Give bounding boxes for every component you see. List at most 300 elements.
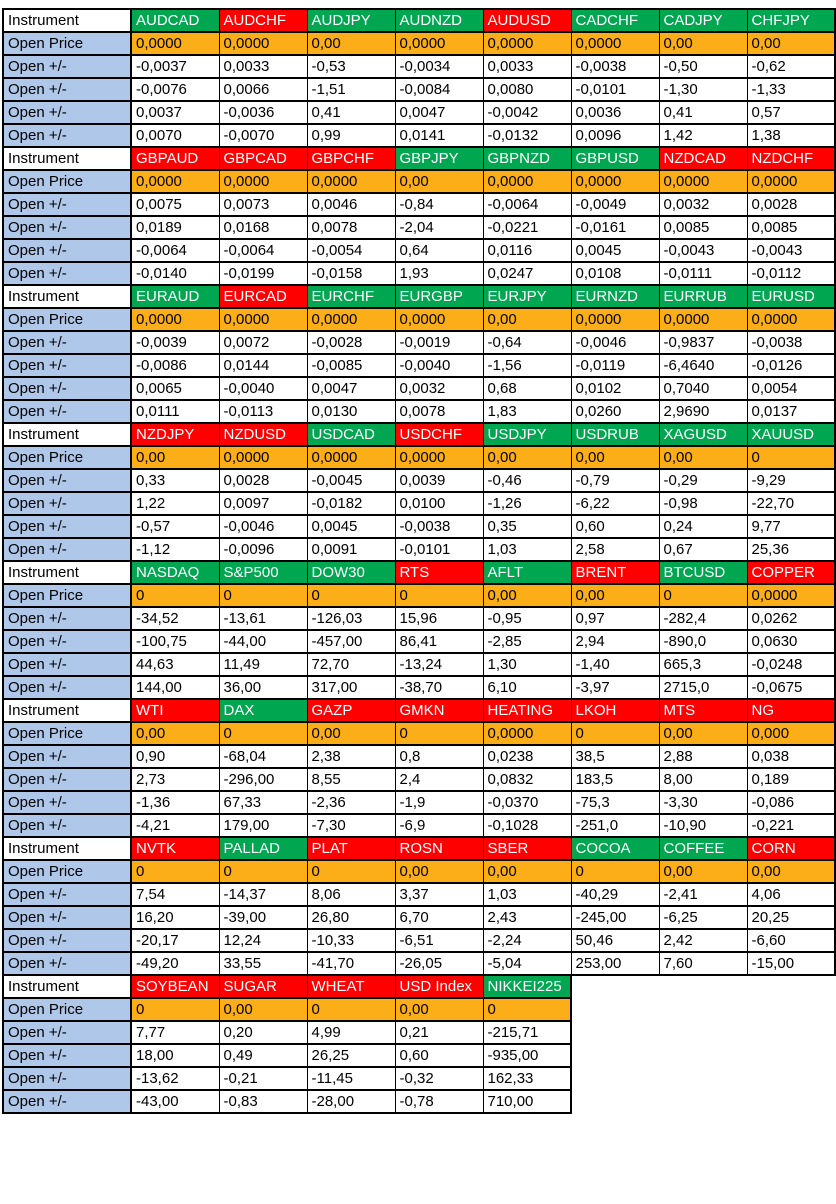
open-change-cell[interactable]: 0,97	[571, 607, 659, 630]
open-change-cell[interactable]: 0,0037	[131, 101, 219, 124]
open-price-cell[interactable]: 0,0000	[571, 32, 659, 55]
open-price-cell[interactable]: 0,00	[659, 860, 747, 883]
open-change-cell[interactable]: 0,0832	[483, 768, 571, 791]
open-price-cell[interactable]: 0,00	[747, 860, 835, 883]
open-price-cell[interactable]: 0,0000	[131, 308, 219, 331]
row-label-open-change[interactable]: Open +/-	[3, 538, 131, 561]
open-change-cell[interactable]: -0,64	[483, 331, 571, 354]
open-change-cell[interactable]: -0,0101	[571, 78, 659, 101]
instrument-name-cell[interactable]: CADCHF	[571, 9, 659, 32]
open-change-cell[interactable]: -0,0084	[395, 78, 483, 101]
instrument-name-cell[interactable]: DAX	[219, 699, 307, 722]
open-change-cell[interactable]: 9,77	[747, 515, 835, 538]
instrument-name-cell[interactable]: GBPUSD	[571, 147, 659, 170]
open-change-cell[interactable]: 0,0091	[307, 538, 395, 561]
row-label-open-change[interactable]: Open +/-	[3, 814, 131, 837]
row-label-open-change[interactable]: Open +/-	[3, 469, 131, 492]
row-label-instrument[interactable]: Instrument	[3, 285, 131, 308]
row-label-open-change[interactable]: Open +/-	[3, 216, 131, 239]
instrument-name-cell[interactable]: XAUUSD	[747, 423, 835, 446]
open-change-cell[interactable]: -14,37	[219, 883, 307, 906]
open-change-cell[interactable]: -15,00	[747, 952, 835, 975]
open-change-cell[interactable]: -1,33	[747, 78, 835, 101]
open-change-cell[interactable]: 0,0141	[395, 124, 483, 147]
open-change-cell[interactable]: -7,30	[307, 814, 395, 837]
open-change-cell[interactable]: -0,53	[307, 55, 395, 78]
open-change-cell[interactable]: -0,0096	[219, 538, 307, 561]
open-price-cell[interactable]: 0,0000	[571, 308, 659, 331]
open-change-cell[interactable]: -22,70	[747, 492, 835, 515]
open-change-cell[interactable]: 0,0054	[747, 377, 835, 400]
row-label-open-change[interactable]: Open +/-	[3, 906, 131, 929]
open-change-cell[interactable]: -0,32	[395, 1067, 483, 1090]
instrument-name-cell[interactable]: SOYBEAN	[131, 975, 219, 998]
open-change-cell[interactable]: 0,0070	[131, 124, 219, 147]
row-label-instrument[interactable]: Instrument	[3, 699, 131, 722]
open-price-cell[interactable]: 0	[395, 722, 483, 745]
open-change-cell[interactable]: 6,10	[483, 676, 571, 699]
instrument-name-cell[interactable]: COFFEE	[659, 837, 747, 860]
open-price-cell[interactable]: 0,0000	[219, 170, 307, 193]
row-label-open-change[interactable]: Open +/-	[3, 400, 131, 423]
instrument-name-cell[interactable]: NZDCAD	[659, 147, 747, 170]
open-change-cell[interactable]: -2,85	[483, 630, 571, 653]
open-change-cell[interactable]: -0,57	[131, 515, 219, 538]
row-label-open-change[interactable]: Open +/-	[3, 101, 131, 124]
open-price-cell[interactable]: 0	[131, 860, 219, 883]
open-change-cell[interactable]: 0,0130	[307, 400, 395, 423]
open-change-cell[interactable]: -1,40	[571, 653, 659, 676]
instrument-name-cell[interactable]: HEATING	[483, 699, 571, 722]
row-label-open-change[interactable]: Open +/-	[3, 768, 131, 791]
open-price-cell[interactable]: 0,00	[395, 170, 483, 193]
open-change-cell[interactable]: -10,90	[659, 814, 747, 837]
open-change-cell[interactable]: -0,0049	[571, 193, 659, 216]
open-price-cell[interactable]: 0,00	[131, 446, 219, 469]
row-label-open-price[interactable]: Open Price	[3, 722, 131, 745]
open-change-cell[interactable]: 2,4	[395, 768, 483, 791]
open-change-cell[interactable]: 3,37	[395, 883, 483, 906]
open-price-cell[interactable]: 0,0000	[131, 170, 219, 193]
open-price-cell[interactable]: 0,00	[483, 446, 571, 469]
row-label-open-change[interactable]: Open +/-	[3, 262, 131, 285]
open-change-cell[interactable]: 1,38	[747, 124, 835, 147]
open-change-cell[interactable]: 0,35	[483, 515, 571, 538]
open-change-cell[interactable]: -0,0039	[131, 331, 219, 354]
open-change-cell[interactable]: 0,0065	[131, 377, 219, 400]
instrument-name-cell[interactable]: AUDNZD	[395, 9, 483, 32]
open-change-cell[interactable]: -4,21	[131, 814, 219, 837]
open-change-cell[interactable]: -0,62	[747, 55, 835, 78]
row-label-open-change[interactable]: Open +/-	[3, 124, 131, 147]
open-change-cell[interactable]: 26,25	[307, 1044, 395, 1067]
instrument-name-cell[interactable]: NZDCHF	[747, 147, 835, 170]
open-change-cell[interactable]: -0,0161	[571, 216, 659, 239]
open-price-cell[interactable]: 0,0000	[219, 308, 307, 331]
row-label-instrument[interactable]: Instrument	[3, 561, 131, 584]
open-change-cell[interactable]: -251,0	[571, 814, 659, 837]
row-label-open-change[interactable]: Open +/-	[3, 1044, 131, 1067]
row-label-open-change[interactable]: Open +/-	[3, 239, 131, 262]
open-change-cell[interactable]: -1,9	[395, 791, 483, 814]
row-label-open-change[interactable]: Open +/-	[3, 653, 131, 676]
open-change-cell[interactable]: -0,46	[483, 469, 571, 492]
row-label-open-change[interactable]: Open +/-	[3, 331, 131, 354]
open-change-cell[interactable]: -1,26	[483, 492, 571, 515]
open-price-cell[interactable]: 0	[219, 584, 307, 607]
open-change-cell[interactable]: 7,77	[131, 1021, 219, 1044]
row-label-open-price[interactable]: Open Price	[3, 860, 131, 883]
open-change-cell[interactable]: 0,20	[219, 1021, 307, 1044]
open-change-cell[interactable]: -2,24	[483, 929, 571, 952]
open-change-cell[interactable]: 1,93	[395, 262, 483, 285]
open-change-cell[interactable]: -26,05	[395, 952, 483, 975]
row-label-open-change[interactable]: Open +/-	[3, 929, 131, 952]
open-change-cell[interactable]: 0,0262	[747, 607, 835, 630]
row-label-open-change[interactable]: Open +/-	[3, 515, 131, 538]
row-label-instrument[interactable]: Instrument	[3, 147, 131, 170]
open-price-cell[interactable]: 0	[307, 584, 395, 607]
open-change-cell[interactable]: 8,06	[307, 883, 395, 906]
row-label-instrument[interactable]: Instrument	[3, 423, 131, 446]
row-label-open-change[interactable]: Open +/-	[3, 492, 131, 515]
open-change-cell[interactable]: 15,96	[395, 607, 483, 630]
instrument-name-cell[interactable]: USDCAD	[307, 423, 395, 446]
open-change-cell[interactable]: -0,0064	[219, 239, 307, 262]
instrument-name-cell[interactable]: EURJPY	[483, 285, 571, 308]
open-change-cell[interactable]: -1,36	[131, 791, 219, 814]
open-price-cell[interactable]: 0,00	[571, 446, 659, 469]
open-change-cell[interactable]: 0,0100	[395, 492, 483, 515]
instrument-name-cell[interactable]: AUDJPY	[307, 9, 395, 32]
open-change-cell[interactable]: -0,0182	[307, 492, 395, 515]
instrument-name-cell[interactable]: EURCHF	[307, 285, 395, 308]
open-change-cell[interactable]: 11,49	[219, 653, 307, 676]
open-change-cell[interactable]: -0,0054	[307, 239, 395, 262]
open-change-cell[interactable]: 38,5	[571, 745, 659, 768]
open-change-cell[interactable]: 0,0066	[219, 78, 307, 101]
open-change-cell[interactable]: -0,0132	[483, 124, 571, 147]
instrument-name-cell[interactable]: LKOH	[571, 699, 659, 722]
open-change-cell[interactable]: 0,0046	[307, 193, 395, 216]
open-change-cell[interactable]: 0,0247	[483, 262, 571, 285]
instrument-name-cell[interactable]: GBPCHF	[307, 147, 395, 170]
open-price-cell[interactable]: 0,00	[219, 998, 307, 1021]
open-change-cell[interactable]: 0,0072	[219, 331, 307, 354]
open-change-cell[interactable]: 0,0032	[659, 193, 747, 216]
open-price-cell[interactable]: 0,00	[483, 860, 571, 883]
open-change-cell[interactable]: -0,0019	[395, 331, 483, 354]
open-change-cell[interactable]: 183,5	[571, 768, 659, 791]
instrument-name-cell[interactable]: SUGAR	[219, 975, 307, 998]
instrument-name-cell[interactable]: PLAT	[307, 837, 395, 860]
instrument-name-cell[interactable]: BTCUSD	[659, 561, 747, 584]
open-price-cell[interactable]: 0	[131, 584, 219, 607]
row-label-open-change[interactable]: Open +/-	[3, 193, 131, 216]
open-change-cell[interactable]: -0,0248	[747, 653, 835, 676]
open-change-cell[interactable]: 0,60	[571, 515, 659, 538]
open-change-cell[interactable]: 0,189	[747, 768, 835, 791]
row-label-open-price[interactable]: Open Price	[3, 308, 131, 331]
open-change-cell[interactable]: -0,0112	[747, 262, 835, 285]
open-price-cell[interactable]: 0,00	[571, 584, 659, 607]
open-change-cell[interactable]: 2,38	[307, 745, 395, 768]
open-change-cell[interactable]: 0,0033	[219, 55, 307, 78]
open-change-cell[interactable]: 0,0028	[219, 469, 307, 492]
open-change-cell[interactable]: -0,0038	[747, 331, 835, 354]
open-change-cell[interactable]: 162,33	[483, 1067, 571, 1090]
row-label-open-price[interactable]: Open Price	[3, 170, 131, 193]
instrument-name-cell[interactable]: AFLT	[483, 561, 571, 584]
open-change-cell[interactable]: -0,84	[395, 193, 483, 216]
instrument-name-cell[interactable]: NG	[747, 699, 835, 722]
open-change-cell[interactable]: -0,0043	[747, 239, 835, 262]
open-change-cell[interactable]: -0,0038	[395, 515, 483, 538]
open-change-cell[interactable]: -0,1028	[483, 814, 571, 837]
open-price-cell[interactable]: 0,00	[747, 32, 835, 55]
open-change-cell[interactable]: -0,95	[483, 607, 571, 630]
open-change-cell[interactable]: 18,00	[131, 1044, 219, 1067]
instrument-name-cell[interactable]: MTS	[659, 699, 747, 722]
open-change-cell[interactable]: -6,22	[571, 492, 659, 515]
open-change-cell[interactable]: 0,24	[659, 515, 747, 538]
open-change-cell[interactable]: 317,00	[307, 676, 395, 699]
open-price-cell[interactable]: 0,00	[659, 32, 747, 55]
instrument-name-cell[interactable]: USDJPY	[483, 423, 571, 446]
open-change-cell[interactable]: 4,06	[747, 883, 835, 906]
open-price-cell[interactable]: 0	[571, 860, 659, 883]
open-change-cell[interactable]: 2,42	[659, 929, 747, 952]
row-label-open-change[interactable]: Open +/-	[3, 1090, 131, 1113]
open-change-cell[interactable]: -0,0370	[483, 791, 571, 814]
open-change-cell[interactable]: -0,0675	[747, 676, 835, 699]
instrument-name-cell[interactable]: GBPAUD	[131, 147, 219, 170]
open-change-cell[interactable]: 0,0080	[483, 78, 571, 101]
instrument-name-cell[interactable]: NIKKEI225	[483, 975, 571, 998]
open-change-cell[interactable]: -0,78	[395, 1090, 483, 1113]
open-change-cell[interactable]: 0,0168	[219, 216, 307, 239]
open-price-cell[interactable]: 0,00	[395, 998, 483, 1021]
open-change-cell[interactable]: -6,25	[659, 906, 747, 929]
open-change-cell[interactable]: -0,221	[747, 814, 835, 837]
open-price-cell[interactable]: 0,0000	[307, 170, 395, 193]
open-price-cell[interactable]: 0	[307, 998, 395, 1021]
open-change-cell[interactable]: 0,0189	[131, 216, 219, 239]
instrument-name-cell[interactable]: EURAUD	[131, 285, 219, 308]
instrument-name-cell[interactable]: USDCHF	[395, 423, 483, 446]
open-change-cell[interactable]: 0,0102	[571, 377, 659, 400]
open-change-cell[interactable]: -38,70	[395, 676, 483, 699]
open-change-cell[interactable]: -0,0040	[219, 377, 307, 400]
open-change-cell[interactable]: 0,41	[307, 101, 395, 124]
open-change-cell[interactable]: -0,0028	[307, 331, 395, 354]
open-change-cell[interactable]: 0,8	[395, 745, 483, 768]
open-change-cell[interactable]: 0,67	[659, 538, 747, 561]
open-change-cell[interactable]: -0,0221	[483, 216, 571, 239]
open-change-cell[interactable]: 4,99	[307, 1021, 395, 1044]
row-label-open-price[interactable]: Open Price	[3, 998, 131, 1021]
instrument-name-cell[interactable]: EURRUB	[659, 285, 747, 308]
open-change-cell[interactable]: -0,9837	[659, 331, 747, 354]
instrument-name-cell[interactable]: CADJPY	[659, 9, 747, 32]
open-change-cell[interactable]: -28,00	[307, 1090, 395, 1113]
open-change-cell[interactable]: 1,83	[483, 400, 571, 423]
open-change-cell[interactable]: 0,0097	[219, 492, 307, 515]
open-change-cell[interactable]: 8,00	[659, 768, 747, 791]
open-price-cell[interactable]: 0,0000	[747, 170, 835, 193]
instrument-name-cell[interactable]: NASDAQ	[131, 561, 219, 584]
open-change-cell[interactable]: 0,7040	[659, 377, 747, 400]
open-change-cell[interactable]: -6,60	[747, 929, 835, 952]
open-change-cell[interactable]: 0,49	[219, 1044, 307, 1067]
open-change-cell[interactable]: 0,99	[307, 124, 395, 147]
instrument-name-cell[interactable]: EURGBP	[395, 285, 483, 308]
open-price-cell[interactable]: 0,00	[395, 860, 483, 883]
open-change-cell[interactable]: 0,0630	[747, 630, 835, 653]
open-change-cell[interactable]: -0,21	[219, 1067, 307, 1090]
open-change-cell[interactable]: -75,3	[571, 791, 659, 814]
open-change-cell[interactable]: -2,41	[659, 883, 747, 906]
open-change-cell[interactable]: -0,0126	[747, 354, 835, 377]
open-price-cell[interactable]: 0	[395, 584, 483, 607]
row-label-open-change[interactable]: Open +/-	[3, 1067, 131, 1090]
open-price-cell[interactable]: 0,00	[307, 722, 395, 745]
open-change-cell[interactable]: 0,0144	[219, 354, 307, 377]
row-label-open-change[interactable]: Open +/-	[3, 607, 131, 630]
open-change-cell[interactable]: -126,03	[307, 607, 395, 630]
open-change-cell[interactable]: 0,0111	[131, 400, 219, 423]
row-label-open-change[interactable]: Open +/-	[3, 1021, 131, 1044]
open-change-cell[interactable]: 7,54	[131, 883, 219, 906]
open-price-cell[interactable]: 0	[747, 446, 835, 469]
open-change-cell[interactable]: 0,0085	[747, 216, 835, 239]
open-change-cell[interactable]: 7,60	[659, 952, 747, 975]
open-change-cell[interactable]: -11,45	[307, 1067, 395, 1090]
instrument-name-cell[interactable]: AUDUSD	[483, 9, 571, 32]
open-change-cell[interactable]: 0,0045	[571, 239, 659, 262]
open-change-cell[interactable]: -6,4640	[659, 354, 747, 377]
open-change-cell[interactable]: 72,70	[307, 653, 395, 676]
open-price-cell[interactable]: 0,00	[307, 32, 395, 55]
open-change-cell[interactable]: -5,04	[483, 952, 571, 975]
instrument-name-cell[interactable]: EURNZD	[571, 285, 659, 308]
open-change-cell[interactable]: -68,04	[219, 745, 307, 768]
open-change-cell[interactable]: 2,43	[483, 906, 571, 929]
open-price-cell[interactable]: 0,00	[483, 308, 571, 331]
open-change-cell[interactable]: 20,25	[747, 906, 835, 929]
open-change-cell[interactable]: 6,70	[395, 906, 483, 929]
open-change-cell[interactable]: -890,0	[659, 630, 747, 653]
open-price-cell[interactable]: 0	[219, 860, 307, 883]
open-change-cell[interactable]: 36,00	[219, 676, 307, 699]
open-change-cell[interactable]: 0,0260	[571, 400, 659, 423]
open-change-cell[interactable]: -0,0113	[219, 400, 307, 423]
open-change-cell[interactable]: 0,0108	[571, 262, 659, 285]
open-price-cell[interactable]: 0,0000	[219, 446, 307, 469]
open-change-cell[interactable]: 2,9690	[659, 400, 747, 423]
instrument-name-cell[interactable]: GBPNZD	[483, 147, 571, 170]
open-change-cell[interactable]: -0,98	[659, 492, 747, 515]
row-label-open-price[interactable]: Open Price	[3, 32, 131, 55]
instrument-name-cell[interactable]: USDRUB	[571, 423, 659, 446]
open-change-cell[interactable]: -0,0085	[307, 354, 395, 377]
open-change-cell[interactable]: 0,0036	[571, 101, 659, 124]
open-change-cell[interactable]: -0,0070	[219, 124, 307, 147]
instrument-name-cell[interactable]: GAZP	[307, 699, 395, 722]
open-change-cell[interactable]: 0,0047	[307, 377, 395, 400]
open-price-cell[interactable]: 0,000	[747, 722, 835, 745]
open-change-cell[interactable]: 0,60	[395, 1044, 483, 1067]
open-price-cell[interactable]: 0	[483, 998, 571, 1021]
open-change-cell[interactable]: 1,42	[659, 124, 747, 147]
open-change-cell[interactable]: 144,00	[131, 676, 219, 699]
open-change-cell[interactable]: 1,03	[483, 883, 571, 906]
open-change-cell[interactable]: -2,04	[395, 216, 483, 239]
instrument-name-cell[interactable]: XAGUSD	[659, 423, 747, 446]
open-change-cell[interactable]: 8,55	[307, 768, 395, 791]
open-price-cell[interactable]: 0,0000	[483, 722, 571, 745]
open-price-cell[interactable]: 0,0000	[395, 446, 483, 469]
open-change-cell[interactable]: -100,75	[131, 630, 219, 653]
open-price-cell[interactable]: 0	[659, 584, 747, 607]
open-change-cell[interactable]: -39,00	[219, 906, 307, 929]
open-price-cell[interactable]: 0,0000	[747, 308, 835, 331]
open-change-cell[interactable]: -296,00	[219, 768, 307, 791]
open-change-cell[interactable]: -41,70	[307, 952, 395, 975]
open-change-cell[interactable]: 67,33	[219, 791, 307, 814]
open-change-cell[interactable]: -0,83	[219, 1090, 307, 1113]
instrument-name-cell[interactable]: CHFJPY	[747, 9, 835, 32]
open-price-cell[interactable]: 0,00	[659, 446, 747, 469]
open-price-cell[interactable]: 0	[571, 722, 659, 745]
open-change-cell[interactable]: -44,00	[219, 630, 307, 653]
open-change-cell[interactable]: -1,56	[483, 354, 571, 377]
open-change-cell[interactable]: -0,0045	[307, 469, 395, 492]
open-change-cell[interactable]: 0,0085	[659, 216, 747, 239]
instrument-name-cell[interactable]: CORN	[747, 837, 835, 860]
instrument-name-cell[interactable]: EURUSD	[747, 285, 835, 308]
row-label-instrument[interactable]: Instrument	[3, 837, 131, 860]
open-change-cell[interactable]: 0,0116	[483, 239, 571, 262]
open-change-cell[interactable]: -0,0037	[131, 55, 219, 78]
open-change-cell[interactable]: 0,33	[131, 469, 219, 492]
instrument-name-cell[interactable]: SBER	[483, 837, 571, 860]
open-price-cell[interactable]: 0,0000	[395, 32, 483, 55]
open-change-cell[interactable]: -245,00	[571, 906, 659, 929]
open-change-cell[interactable]: 1,22	[131, 492, 219, 515]
instrument-name-cell[interactable]: NZDJPY	[131, 423, 219, 446]
open-change-cell[interactable]: 2,58	[571, 538, 659, 561]
open-change-cell[interactable]: -0,29	[659, 469, 747, 492]
row-label-instrument[interactable]: Instrument	[3, 9, 131, 32]
open-change-cell[interactable]: 0,21	[395, 1021, 483, 1044]
open-change-cell[interactable]: 0,0039	[395, 469, 483, 492]
open-price-cell[interactable]: 0,0000	[659, 308, 747, 331]
open-change-cell[interactable]: 1,30	[483, 653, 571, 676]
open-change-cell[interactable]: -13,24	[395, 653, 483, 676]
instrument-name-cell[interactable]: GBPJPY	[395, 147, 483, 170]
open-change-cell[interactable]: -0,0086	[131, 354, 219, 377]
open-change-cell[interactable]: 12,24	[219, 929, 307, 952]
row-label-open-change[interactable]: Open +/-	[3, 745, 131, 768]
open-change-cell[interactable]: -0,0119	[571, 354, 659, 377]
open-change-cell[interactable]: -2,36	[307, 791, 395, 814]
open-change-cell[interactable]: -6,51	[395, 929, 483, 952]
open-change-cell[interactable]: -457,00	[307, 630, 395, 653]
open-change-cell[interactable]: 0,0047	[395, 101, 483, 124]
open-price-cell[interactable]: 0,0000	[659, 170, 747, 193]
row-label-open-change[interactable]: Open +/-	[3, 78, 131, 101]
